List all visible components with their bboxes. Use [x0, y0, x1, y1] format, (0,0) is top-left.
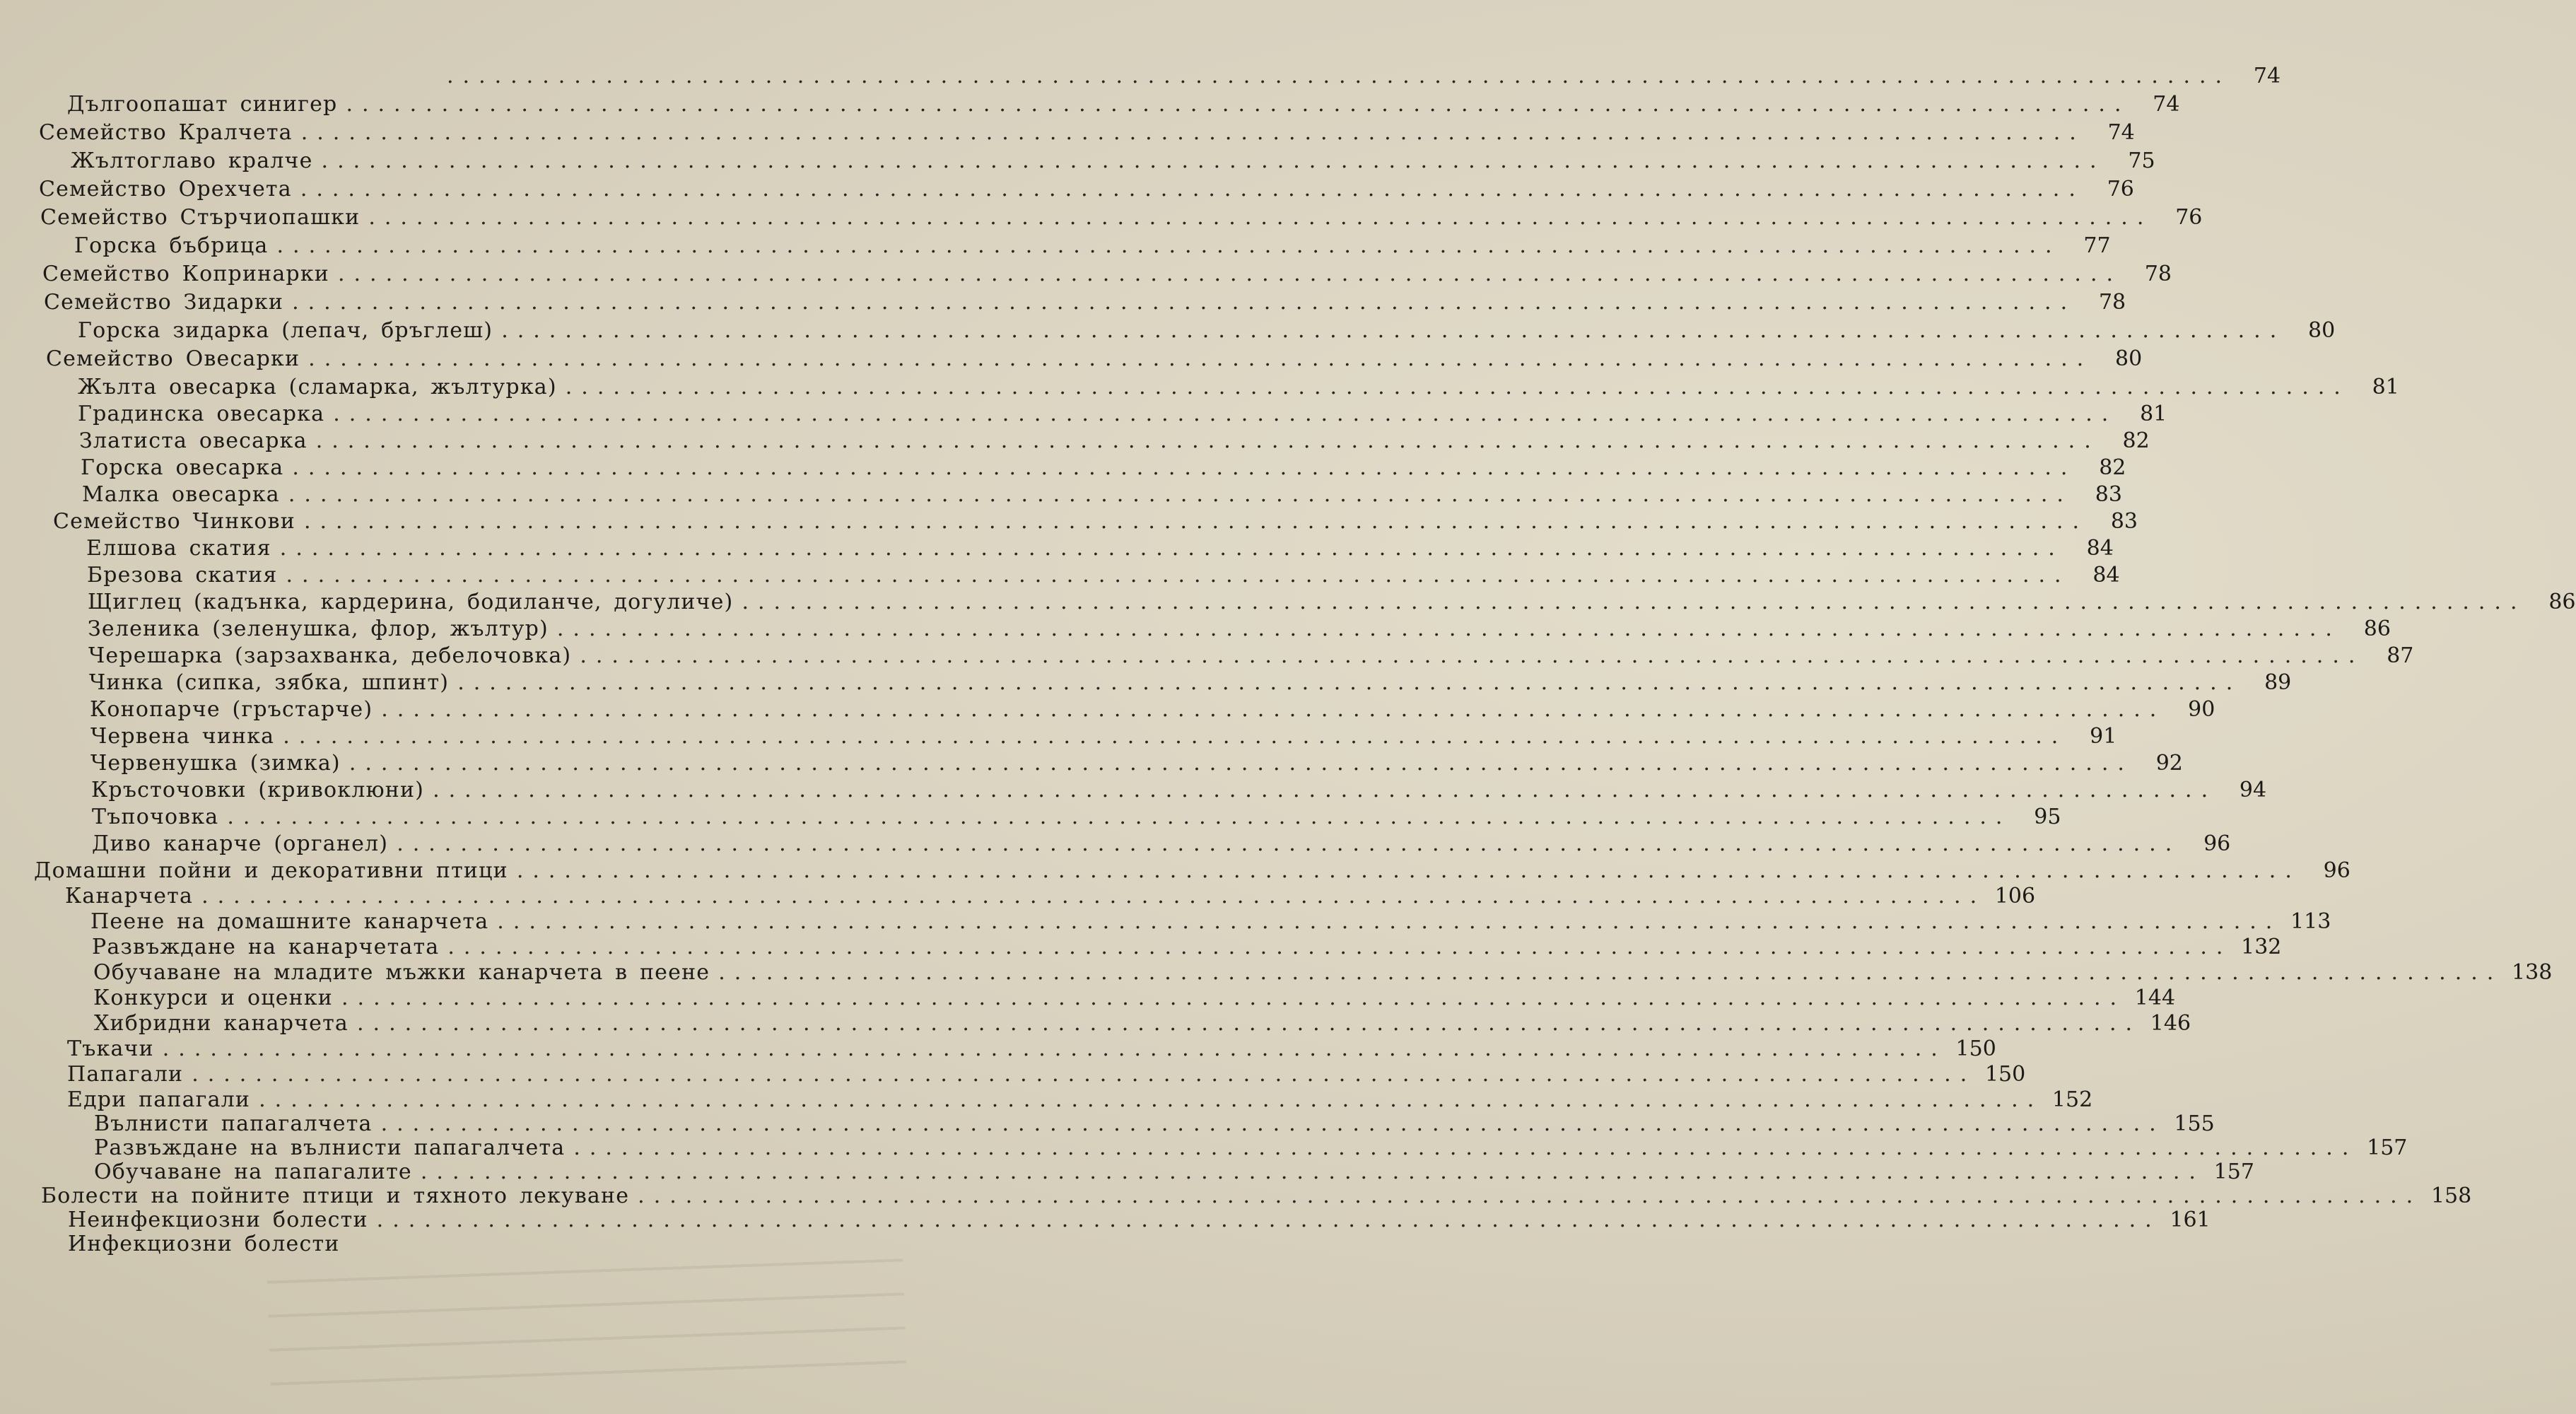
- toc-entry-title: Тъкачи: [67, 1036, 154, 1061]
- toc-entry-page: 78: [2144, 262, 2172, 286]
- toc-entry-page: 106: [1994, 884, 2036, 908]
- toc-entry-leader-dots: ................................................................................................................: [201, 884, 1986, 908]
- toc-entry-page: 84: [2092, 563, 2120, 588]
- toc-entry-leader-dots: ................................................................................................................: [357, 1011, 2142, 1036]
- toc-entry-page: 83: [2110, 509, 2138, 534]
- toc-entry-leader-dots: ................................................................................................................: [497, 909, 2282, 934]
- toc-entry-title: Семейство Стърчиопашки: [40, 205, 361, 230]
- toc-entry-leader-dots: ................................................................................................................: [742, 590, 2527, 614]
- toc-entry: [92, 805, 2061, 833]
- toc-entry-page: 80: [2308, 318, 2336, 343]
- toc-entry-page: 82: [2099, 455, 2126, 480]
- toc-entry: [94, 1011, 2191, 1039]
- toc-entry-title: Кръсточовки (кривоклюни): [91, 778, 425, 802]
- toc-entry: [90, 697, 2215, 725]
- toc-entry-leader-dots: ................................................................................................................: [349, 751, 2133, 776]
- toc-entry-title: Семейство Чинкови: [53, 509, 295, 534]
- toc-entry: [88, 617, 2391, 645]
- toc-entry: [82, 482, 2122, 510]
- toc-entry-page: 74: [2253, 64, 2281, 88]
- toc-entry-leader-dots: ................................................................................................................: [300, 177, 2085, 201]
- toc-entry-leader-dots: ................................................................................................................: [292, 290, 2077, 315]
- toc-entry-leader-dots: ................................................................................................................: [638, 1184, 2423, 1208]
- toc-entry-title: Обучаване на младите мъжки канарчета в пеене: [93, 960, 710, 985]
- toc-entry-title: Тъпочовка: [92, 805, 219, 829]
- toc-entry-page: 96: [2323, 858, 2350, 883]
- toc-entry: [88, 590, 2576, 618]
- toc-entry: [71, 148, 2155, 177]
- toc-entry: [78, 402, 2167, 430]
- toc-entry-page: 152: [2051, 1087, 2093, 1112]
- toc-entry: [34, 858, 2350, 887]
- toc-entry-title: Вълнисти папагалчета: [94, 1111, 373, 1136]
- toc-entry: [87, 563, 2120, 591]
- toc-entry-page: 75: [2128, 148, 2155, 173]
- toc-entry-page: 146: [2150, 1011, 2191, 1036]
- toc-entry-page: 92: [2155, 751, 2183, 776]
- toc-entry-page: 76: [2107, 177, 2134, 201]
- toc-entry: [92, 935, 2282, 963]
- toc-entry-title: Семейство Зидарки: [44, 290, 284, 315]
- toc-entry-leader-dots: ................................................................................................................: [516, 858, 2301, 883]
- toc-entry: [78, 375, 2399, 403]
- toc-entry-leader-dots: ................................................................................................................: [341, 986, 2126, 1010]
- toc-entry: [68, 1232, 407, 1260]
- toc-entry-leader-dots: ................................................................................................................: [227, 805, 2012, 829]
- toc-entry: [92, 831, 2231, 860]
- toc-entry-title: Жълтоглаво кралче: [71, 148, 313, 173]
- toc-entry-page: 81: [2140, 402, 2167, 426]
- toc-entry: [438, 64, 2281, 92]
- toc-entry: [67, 1036, 1996, 1065]
- toc-entry-page: 138: [2512, 960, 2553, 985]
- toc-entry-page: 150: [1984, 1062, 2026, 1087]
- toc-entry: [67, 92, 2180, 120]
- toc-entry-leader-dots: ................................................................................................................: [300, 120, 2085, 145]
- toc-entry-title: Горска овесарка: [81, 455, 284, 480]
- toc-entry-title: Семейство Овесарки: [46, 346, 300, 371]
- toc-entry: [78, 318, 2336, 346]
- toc-entry-title: Папагали: [67, 1062, 184, 1087]
- toc-entry-leader-dots: ................................................................................................................: [433, 778, 2218, 802]
- toc-entry: [39, 120, 2135, 148]
- toc-entry-page: 83: [2095, 482, 2122, 507]
- toc-entry-page: 89: [2264, 670, 2292, 695]
- toc-entry-title: Щиглец (кадънка, кардерина, бодиланче, догуличе): [88, 590, 734, 614]
- toc-entry-page: 78: [2098, 290, 2126, 315]
- toc-entry-leader-dots: ................................................................................................................: [573, 1135, 2358, 1160]
- toc-entry-leader-dots: ................................................................................................................: [368, 205, 2153, 230]
- toc-entry-title: Дългоопашат синигер: [67, 92, 338, 117]
- toc-entry-leader-dots: ................................................................................................................: [337, 262, 2123, 286]
- toc-entry-leader-dots: ................................................................................................................: [501, 318, 2286, 343]
- toc-entry-title: Хибридни канарчета: [94, 1011, 349, 1036]
- toc-entry-title: Болести на пойните птици и тяхното лекуване: [41, 1184, 630, 1208]
- toc-entry-leader-dots: ................................................................................................................: [333, 402, 2118, 426]
- toc-entry: [74, 233, 2111, 262]
- toc-entry-leader-dots: ................................................................................................................: [321, 148, 2106, 173]
- toc-entry-page: 95: [2034, 805, 2061, 829]
- toc-entry-title: Елшова скатия: [86, 536, 271, 561]
- toc-entry-leader-dots: ................................................................................................................: [308, 346, 2093, 371]
- toc-entry-page: 94: [2239, 778, 2267, 802]
- toc-entry-leader-dots: ................................................................................................................: [556, 617, 2341, 641]
- toc-entry-page: 87: [2387, 643, 2414, 668]
- toc-entry-leader-dots: ................................................................................................................: [303, 509, 2088, 534]
- toc-entry-title: Семейство Орехчета: [39, 177, 292, 201]
- toc-entry-title: Златиста овесарка: [79, 428, 308, 453]
- toc-entry: [40, 205, 2203, 233]
- toc-entry: [46, 346, 2143, 375]
- toc-entry-title: Неинфекциозни болести: [68, 1208, 368, 1232]
- toc-entry-title: Градинска овесарка: [78, 402, 325, 426]
- toc-entry-title: Черешарка (зарзахванка, дебелочовка): [88, 643, 572, 668]
- toc-entry: [88, 643, 2414, 672]
- toc-entry: [79, 428, 2150, 457]
- toc-entry-leader-dots: ................................................................................................................: [279, 536, 2064, 561]
- toc-entry-title: Обучаване на папагалите: [94, 1159, 412, 1184]
- toc-entry: [67, 1062, 2026, 1090]
- toc-entry-page: 74: [2153, 92, 2180, 117]
- toc-entry-title: Конкурси и оценки: [93, 986, 333, 1010]
- toc-entry-leader-dots: ................................................................................................................: [447, 64, 2232, 88]
- toc-entry-leader-dots: ................................................................................................................: [376, 1208, 2161, 1232]
- toc-entry: [90, 724, 2117, 752]
- toc-entry-title: Развъждане на канарчетата: [92, 935, 440, 959]
- toc-entry-title: Едри папагали: [67, 1087, 251, 1112]
- toc-entry: [65, 884, 2036, 912]
- toc-entry-leader-dots: ................................................................................................................: [259, 1087, 2044, 1112]
- toc-entry-leader-dots: ................................................................................................................: [447, 935, 2232, 959]
- toc-entry-leader-dots: ................................................................................................................: [565, 375, 2350, 399]
- toc-entry: [81, 455, 2126, 484]
- toc-entry-title: Червенушка (зимка): [90, 751, 341, 776]
- toc-entry-page: 161: [2170, 1208, 2211, 1232]
- toc-entry-page: 113: [2290, 909, 2331, 934]
- toc-entry: [42, 262, 2172, 290]
- toc-entry-leader-dots: ................................................................................................................: [457, 670, 2242, 695]
- toc-entry-title: Канарчета: [65, 884, 194, 908]
- toc-entry: [39, 177, 2134, 205]
- toc-entry-page: 86: [2363, 617, 2391, 641]
- toc-entry: [90, 909, 2331, 937]
- toc-entry-leader-dots: ................................................................................................................: [276, 233, 2061, 258]
- toc-entry-leader-dots: ................................................................................................................: [286, 563, 2071, 588]
- toc-entry: [44, 290, 2126, 318]
- toc-entry-leader-dots: ................................................................................................................: [397, 831, 2182, 856]
- toc-entry-title: Развъждане на вълнисти папагалчета: [94, 1135, 566, 1160]
- toc-entry: [93, 986, 2176, 1014]
- toc-entry-leader-dots: ................................................................................................................: [162, 1036, 1947, 1061]
- toc-entry-title: Семейство Копринарки: [42, 262, 329, 286]
- toc-entry-title: Семейство Кралчета: [39, 120, 293, 145]
- toc-entry-page: 81: [2372, 375, 2399, 399]
- toc-entry-leader-dots: ................................................................................................................: [718, 960, 2503, 985]
- toc-entry-title: Чинка (сипка, зябка, шпинт): [89, 670, 450, 695]
- toc-entry-title: Конопарче (гръстарче): [90, 697, 373, 722]
- toc-entry-page: 76: [2175, 205, 2203, 230]
- toc-entry-title: Инфекциозни болести: [68, 1232, 340, 1256]
- toc-entry: [91, 778, 2267, 806]
- toc-entry-page: 96: [2203, 831, 2231, 856]
- toc-entry: [93, 960, 2553, 988]
- toc-entry-title: Брезова скатия: [87, 563, 278, 588]
- toc-entry-page: 91: [2090, 724, 2117, 749]
- toc-entry-page: 157: [2367, 1135, 2408, 1160]
- toc-entry-page: 84: [2086, 536, 2114, 561]
- toc-entry-title: Горска зидарка (лепач, бръглеш): [78, 318, 493, 343]
- toc-entry-page: 150: [1955, 1036, 1996, 1061]
- toc-entry: [86, 536, 2114, 564]
- toc-entry-leader-dots: ................................................................................................................: [346, 92, 2131, 117]
- toc-entry-page: 158: [2430, 1184, 2472, 1208]
- toc-entry-leader-dots: ................................................................................................................: [292, 455, 2077, 480]
- toc-entry-title: Малка овесарка: [82, 482, 280, 507]
- toc-entry-title: Жълта овесарка (сламарка, жълтурка): [78, 375, 557, 399]
- toc-entry-title: Пеене на домашните канарчета: [90, 909, 489, 934]
- toc-entry-leader-dots: ................................................................................................................: [192, 1062, 1977, 1087]
- toc-entry-page: 82: [2122, 428, 2150, 453]
- toc-entry-leader-dots: ................................................................................................................: [283, 724, 2068, 749]
- toc-entry-leader-dots: ................................................................................................................: [288, 482, 2073, 507]
- toc-entry-page: 80: [2115, 346, 2143, 371]
- toc-entry-leader-dots: ................................................................................................................: [380, 1111, 2165, 1136]
- toc-entry-page: 90: [2188, 697, 2215, 722]
- toc-entry: [90, 751, 2183, 779]
- toc-entry-page: 74: [2107, 120, 2135, 145]
- toc-entry: [89, 670, 2292, 699]
- toc-entry-title: Горска бъбрица: [74, 233, 269, 258]
- toc-entry-leader-dots: ................................................................................................................: [315, 428, 2100, 453]
- toc-entry-page: 144: [2134, 986, 2176, 1010]
- toc-entry-title: Червена чинка: [90, 724, 275, 749]
- toc-entry-title: Домашни пойни и декоративни птици: [34, 858, 508, 883]
- toc-entry-title: Диво канарче (органел): [92, 831, 389, 856]
- toc-entry-page: 155: [2174, 1111, 2215, 1136]
- toc-entry-leader-dots: ................................................................................................................: [381, 697, 2166, 722]
- toc-entry-title: Зеленика (зеленушка, флор, жълтур): [88, 617, 549, 641]
- toc-entry-page: 86: [2548, 590, 2576, 614]
- toc-entry-page: 77: [2083, 233, 2111, 258]
- toc-entry-leader-dots: ................................................................................................................: [420, 1159, 2205, 1184]
- toc-entry: [53, 509, 2138, 537]
- toc-entry-leader-dots: ................................................................................................................: [580, 643, 2365, 668]
- toc-entry-page: 157: [2213, 1159, 2254, 1184]
- toc-entry-page: 132: [2241, 935, 2282, 959]
